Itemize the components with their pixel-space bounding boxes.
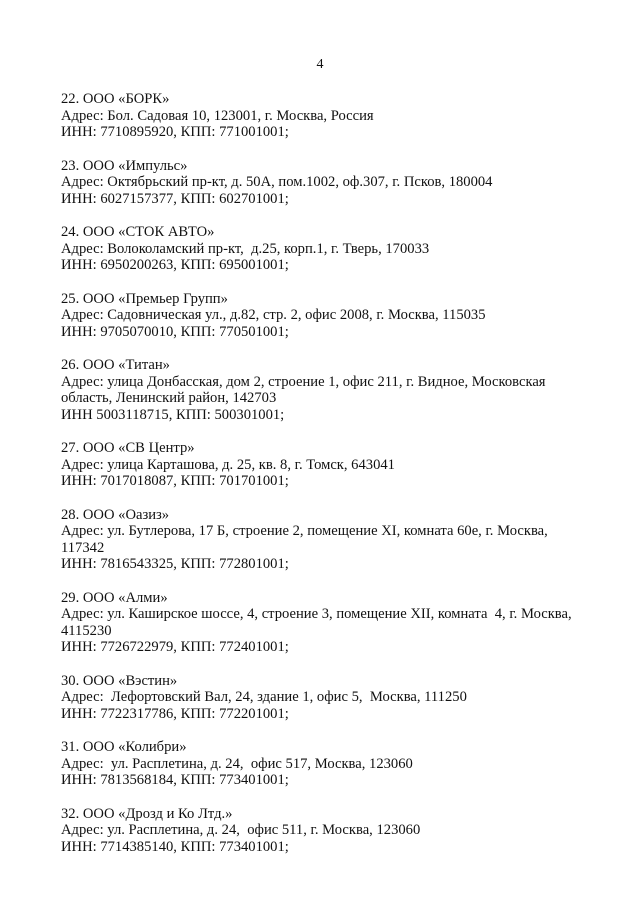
company-address-line: Адрес: ул. Расплетина, д. 24, офис 517, Москва, 123060 [61,755,413,772]
company-tax-ids: ИНН: 7813568184, КПП: 773401001; [61,772,289,788]
company-entry [61,224,601,274]
company-tax-ids: ИНН: 7726722979, КПП: 772401001; [61,639,289,655]
company-entry [61,291,601,341]
company-address-line: Адрес: Волоколамский пр-кт, д.25, корп.1, г. Тверь, 170033 [61,240,430,257]
company-address-line: Адрес: улица Донбасская, дом 2, строение 1, офис 211, г. Видное, Московская [61,373,546,390]
company-address-line: Адрес: улица Карташова, д. 25, кв. 8, г. Томск, 643041 [61,456,395,473]
company-entry [61,440,601,490]
company-tax-ids: ИНН: 9705070010, КПП: 770501001; [61,323,289,340]
company-heading: 27. ООО «СВ Центр» [61,440,195,456]
company-address-line: Адрес: ул. Бутлерова, 17 Б, строение 2, помещение XI, комната 60е, г. Москва, [61,523,548,539]
company-heading: 30. ООО «Вэстин» [61,672,178,689]
company-address-line: 117342 [61,539,105,556]
company-address-line: Адрес: ул. Расплетина, д. 24, офис 511, г. Москва, 123060 [61,822,421,838]
company-heading: 23. ООО «Импульс» [61,157,188,174]
company-entry [61,806,601,856]
company-tax-ids: ИНН: 7722317786, КПП: 772201001; [61,705,289,722]
company-tax-ids: ИНН: 7816543325, КПП: 772801001; [61,556,289,572]
company-address-line: 4115230 [61,622,112,639]
page-number: 4 [316,57,324,72]
company-tax-ids: ИНН: 7017018087, КПП: 701701001; [61,473,289,489]
company-entry [61,91,601,141]
company-heading: 28. ООО «Оазиз» [61,506,170,523]
company-entry [61,673,601,723]
company-tax-ids: ИНН 5003118715, КПП: 500301001; [61,406,285,423]
company-address-line: Адрес: Садовническая ул., д.82, стр. 2, офис 2008, г. Москва, 115035 [61,307,486,323]
company-tax-ids: ИНН: 6950200263, КПП: 695001001; [61,257,289,273]
company-address-line: область, Ленинский район, 142703 [61,390,277,406]
company-tax-ids: ИНН: 7714385140, КПП: 773401001; [61,838,289,855]
company-list [61,91,601,872]
company-tax-ids: ИНН: 7710895920, КПП: 771001001; [61,124,289,140]
company-heading: 25. ООО «Премьер Групп» [61,290,228,307]
company-heading: 26. ООО «Титан» [61,357,170,373]
company-heading: 32. ООО «Дрозд и Ко Лтд.» [61,805,233,822]
company-heading: 24. ООО «СТОК АВТО» [61,224,215,240]
company-address-line: Адрес: Лефортовский Вал, 24, здание 1, офис 5, Москва, 111250 [61,689,467,705]
company-entry [61,590,601,656]
company-entry [61,158,601,208]
company-entry [61,507,601,573]
company-address-line: Адрес: Бол. Садовая 10, 123001, г. Москва, Россия [61,107,374,124]
company-entry [61,357,601,423]
company-heading: 31. ООО «Колибри» [61,739,187,755]
company-address-line: Адрес: Октябрьский пр-кт, д. 50А, пом.1002, оф.307, г. Псков, 180004 [61,174,493,190]
company-address-line: Адрес: ул. Каширское шоссе, 4, строение 3, помещение XII, комната 4, г. Москва, [61,606,572,622]
company-heading: 29. ООО «Алми» [61,589,168,606]
company-entry [61,739,601,789]
company-tax-ids: ИНН: 6027157377, КПП: 602701001; [61,190,289,207]
company-heading: 22. ООО «БОРК» [61,91,170,107]
